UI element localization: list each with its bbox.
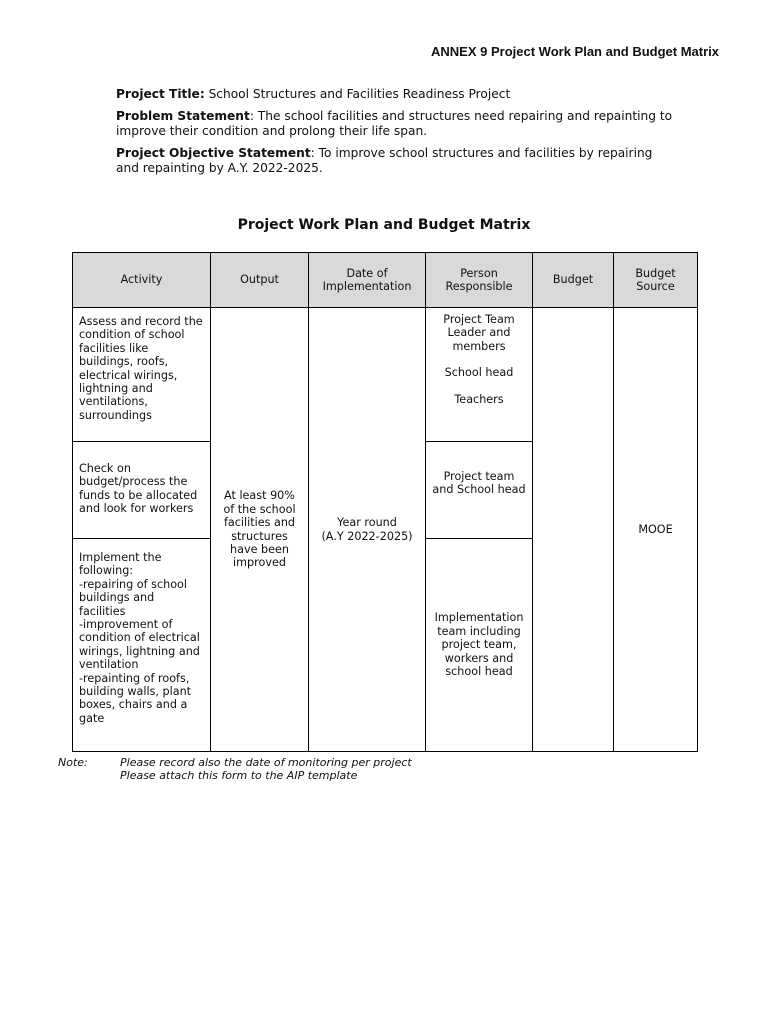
objective-statement-value: : To improve school structures and facilities by repairing and repainting by A.Y. 2022-2025. [116,146,653,175]
objective-statement-label: Project Objective Statement [116,146,311,160]
output-cell: At least 90% of the school facilities and structures have been improved [211,308,309,752]
responsible-item: Teachers [454,392,504,406]
project-title-label: Project Title: [116,87,205,101]
date-cell [309,308,426,752]
problem-statement-value: : The school facilities and structures need repairing and repainting to improve their condition and prolong their life span. [116,109,673,138]
responsible-item: Implementation team including project team, workers and school head [434,611,524,679]
matrix-title: Project Work Plan and Budget Matrix [237,217,531,233]
responsible-item: Project team and School head [432,470,526,497]
note-label: Note: [58,756,88,769]
note-line: Please attach this form to the AIP template [120,769,358,782]
header-date: Date of Implementation [309,253,426,308]
budget-cell [533,308,614,752]
activity-cell: Implement the following: -repairing of school buildings and facilities -improvement of condition of electrical wirings, lightning and ventilation -repainting of roofs, building walls, plant boxes, chairs and a gate [73,539,211,752]
header-budget-source: Budget Source [614,253,698,308]
responsible-item: School head [444,366,514,380]
table-header-row [73,253,698,308]
work-plan-table [72,252,698,752]
date-line: (A.Y 2022-2025) [321,529,413,543]
header-budget: Budget [533,253,614,308]
project-title [116,87,676,102]
activity-cell: Check on budget/process the funds to be allocated and look for workers [73,442,211,539]
table-row [73,308,698,442]
responsible-item: Project Team Leader and members [443,313,515,353]
note-line: Please record also the date of monitoring per project [120,756,412,769]
responsible-cell [426,308,533,442]
header-output: Output [211,253,309,308]
project-intro [116,87,676,183]
activity-cell: Assess and record the condition of school facilities like buildings, roofs, electrical wirings, lightning and ventilations, surroundings [73,308,211,442]
annex-heading: ANNEX 9 Project Work Plan and Budget Matrix [431,44,719,59]
header-person-responsible: Person Responsible [426,253,533,308]
budget-source-cell: MOOE [614,308,698,752]
problem-statement [116,109,676,139]
responsible-cell [426,539,533,752]
objective-statement [116,146,676,176]
header-activity: Activity [73,253,211,308]
date-line: Year round [337,516,397,530]
project-title-value: School Structures and Facilities Readiness Project [208,87,511,101]
problem-statement-label: Problem Statement [116,109,250,123]
responsible-cell [426,442,533,539]
